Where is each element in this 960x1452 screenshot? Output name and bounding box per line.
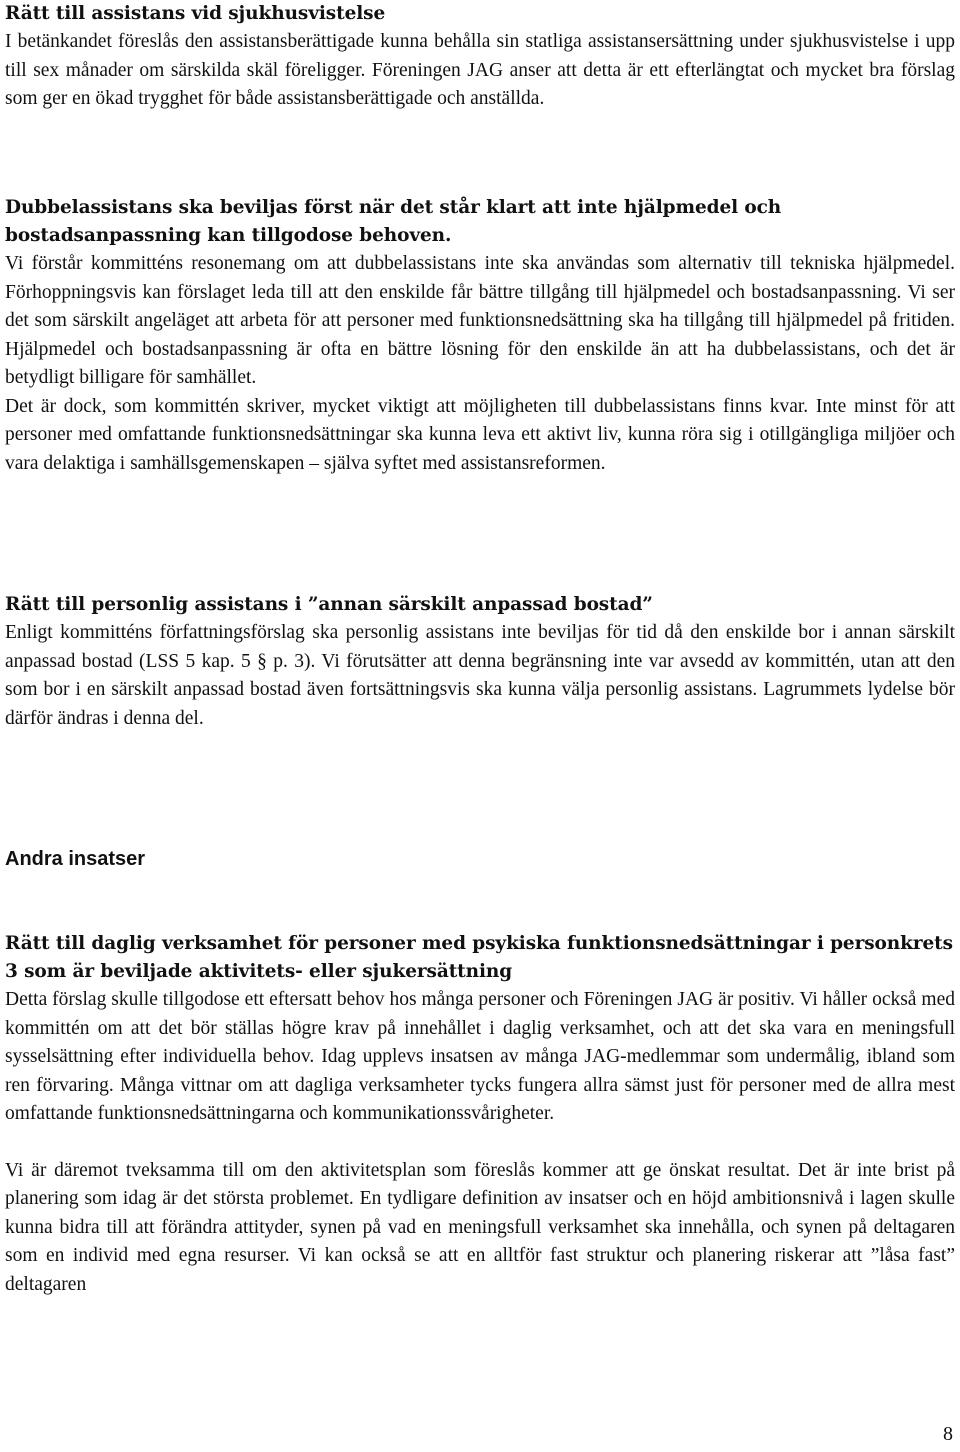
section-heading: Rätt till personlig assistans i ”annan särskilt anpassad bostad” xyxy=(5,594,653,615)
section-annan-bostad xyxy=(5,591,955,733)
section-dubbelassistans xyxy=(5,194,955,478)
section-heading: Rätt till daglig verksamhet för personer med psykiska funktionsnedsättningar i personkrets 3 som är beviljade aktivitets- eller sjukersättning xyxy=(5,933,953,982)
chapter-heading: Andra insatser xyxy=(5,848,146,870)
section-paragraph: Vi förstår kommitténs resonemang om att dubbelassistans inte ska användas som alternativ till tekniska hjälpmedel. Förhoppningsvis kan förslaget leda till att den enskilde får bättre tillgång till hjälpmedel och bostadsanpassning. Vi ser det som särskilt angeläget att arbeta för att personer med funktionsnedsättning ska ha tillgång till hjälpmedel på fritiden. Hjälpmedel och bostadsanpassning är ofta en bättre lösning för den enskilde än att ha dubbelassistans, och det är betydligt billigare för samhället. xyxy=(5,253,955,388)
section-andra-insatser xyxy=(5,845,955,873)
page-number: 8 xyxy=(943,1423,953,1445)
section-heading: Rätt till assistans vid sjukhusvistelse xyxy=(5,3,386,24)
section-paragraph: Detta förslag skulle tillgodose ett eftersatt behov hos många personer och Föreningen JAG är positiv. Vi håller också med kommittén om att det bör ställas högre krav på innehållet i daglig verksamhet, och att det ska vara en meningsfull sysselsättning efter individuella behov. Idag upplevs insatsen av många JAG-medlemmar som undermålig, ibland som ren förvaring. Många vittnar om att dagliga verksamheter tycks fungera allra sämst just för personer med de allra mest omfattande funktionsnedsättningarna och kommunikationssvårigheter. xyxy=(5,989,955,1124)
section-paragraph: Enligt kommitténs författningsförslag ska personlig assistans inte beviljas för tid då den enskilde bor i annan särskilt anpassad bostad (LSS 5 kap. 5 § p. 3). Vi förutsätter att denna begränsning inte var avsedd av kommittén, utan att den som bor i en särskilt anpassad bostad även fortsättningsvis ska kunna välja personlig assistans. Lagrummets lydelse bör därför ändras i denna del. xyxy=(5,622,955,729)
section-heading: Dubbelassistans ska beviljas först när det står klart att inte hjälpmedel och bostadsanpassning kan tillgodose behoven. xyxy=(5,197,782,246)
section-assistans-sjukhus xyxy=(5,0,955,114)
section-paragraph: Vi är däremot tveksamma till om den aktivitetsplan som föreslås kommer att ge önskat resultat. Det är inte brist på planering som idag är det största problemet. En tydligare definition av insatser och en höjd ambitionsnivå i lagen skulle kunna bidra till att förändra attityder, synen på vad en meningsfull verksamhet ska innehålla, och synen på deltagaren som en individ med egna resurser. Vi kan också se att en alltför fast struktur och planering riskerar att ”låsa fast” deltagaren xyxy=(5,1159,955,1295)
section-paragraph: I betänkandet föreslås den assistansberättigade kunna behålla sin statliga assistansersättning under sjukhusvistelse i upp till sex månader om särskilda skäl föreligger. Föreningen JAG anser att detta är ett efterlängtat och mycket bra förslag som ger en ökad trygghet för både assistansberättigade och anställda. xyxy=(5,31,955,109)
section-paragraph: Det är dock, som kommittén skriver, mycket viktigt att möjligheten till dubbelassistans finns kvar. Inte minst för att personer med omfattande funktionsnedsättningar ska kunna leva ett aktivt liv, kunna röra sig i otillgängliga miljöer och vara delaktiga i samhällsgemenskapen – själva syftet med assistansreformen. xyxy=(5,395,955,474)
section-daglig-verksamhet xyxy=(5,930,955,1299)
